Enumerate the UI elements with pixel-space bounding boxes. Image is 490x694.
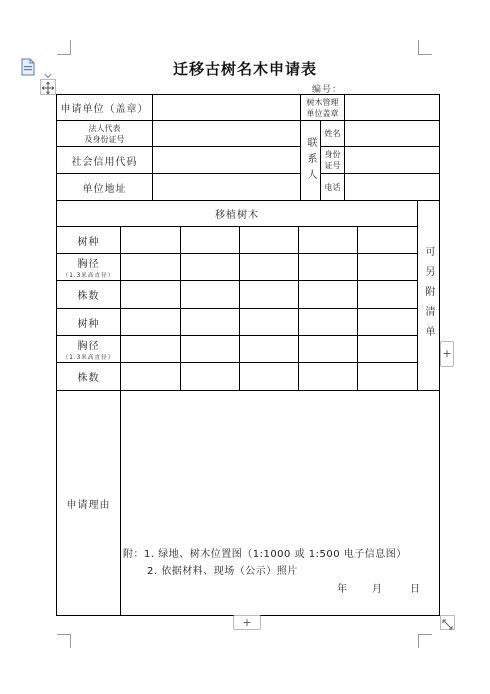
date-day: 日	[410, 584, 421, 595]
date-month: 月	[372, 584, 383, 595]
cell-diameter-9[interactable]	[299, 336, 358, 363]
unit-address-field[interactable]	[153, 174, 301, 201]
corner-mark-top-right	[418, 54, 432, 55]
contact-phone-field[interactable]	[345, 174, 440, 201]
contact-name-label: 姓名	[321, 121, 345, 147]
add-column-button[interactable]: +	[440, 341, 454, 367]
applicant-table	[56, 94, 440, 201]
manager-seal-label: 树木管理 单位盖章	[301, 95, 345, 121]
trunk-diameter-label: 胸径 （1.3米高直径）	[57, 254, 121, 281]
add-row-button[interactable]: +	[233, 615, 261, 630]
date-year: 年	[337, 584, 348, 595]
cell-count-2[interactable]	[181, 281, 240, 309]
tree-count-label: 株数	[57, 363, 121, 391]
separate-list-note: 可另附清单	[418, 201, 440, 391]
contact-phone-label: 电话	[321, 174, 345, 201]
cell-diameter-2[interactable]	[181, 254, 240, 281]
legal-rep-label: 法人代表 及身份证号	[57, 121, 153, 147]
move-handle-icon[interactable]	[40, 79, 56, 95]
cell-count-4[interactable]	[299, 281, 358, 309]
cell-count-9[interactable]	[299, 363, 358, 391]
cell-species-8[interactable]	[240, 309, 299, 336]
corner-mark-bottom-left	[57, 634, 71, 635]
cell-count-1[interactable]	[121, 281, 181, 309]
corner-mark-top-left	[57, 54, 71, 55]
contact-person-label: 联系人	[301, 121, 321, 201]
cell-diameter-6[interactable]	[121, 336, 181, 363]
cell-count-7[interactable]	[181, 363, 240, 391]
cell-count-6[interactable]	[121, 363, 181, 391]
application-reason-label: 申请理由	[57, 391, 121, 616]
cell-diameter-5[interactable]	[358, 254, 418, 281]
cell-species-5[interactable]	[358, 227, 418, 254]
credit-code-field[interactable]	[153, 147, 301, 174]
cell-species-7[interactable]	[181, 309, 240, 336]
corner-mark-top-right	[418, 40, 419, 54]
cell-species-6[interactable]	[121, 309, 181, 336]
legal-rep-field[interactable]	[153, 121, 301, 147]
cell-species-2[interactable]	[181, 227, 240, 254]
cell-count-8[interactable]	[240, 363, 299, 391]
application-reason-field[interactable]	[121, 391, 440, 616]
form-title: 迁移古树名木申请表	[172, 60, 317, 78]
attachment-note-1: 附：1. 绿地、树木位置图（1:1000 或 1:500 电子信息图）	[123, 549, 407, 560]
cell-species-10[interactable]	[358, 309, 418, 336]
transplant-header: 移植树木	[57, 201, 418, 227]
cell-species-4[interactable]	[299, 227, 358, 254]
cell-diameter-1[interactable]	[121, 254, 181, 281]
manager-seal-field[interactable]	[345, 95, 440, 121]
cell-diameter-7[interactable]	[181, 336, 240, 363]
trunk-diameter-label: 胸径 （1.3米高直径）	[57, 336, 121, 363]
cell-count-3[interactable]	[240, 281, 299, 309]
corner-mark-top-left	[70, 40, 71, 54]
cell-diameter-8[interactable]	[240, 336, 299, 363]
credit-code-label: 社会信用代码	[57, 147, 153, 174]
attachment-note-2: 2. 依据材料、现场（公示）照片	[147, 566, 298, 577]
resize-handle-icon[interactable]	[440, 615, 455, 630]
corner-mark-bottom-right	[418, 634, 419, 648]
corner-mark-bottom-left	[70, 634, 71, 648]
cell-species-1[interactable]	[121, 227, 181, 254]
serial-number-label: 编号：	[312, 85, 343, 95]
tree-species-label: 树种	[57, 227, 121, 254]
cell-species-3[interactable]	[240, 227, 299, 254]
tree-count-label: 株数	[57, 281, 121, 309]
tree-species-label: 树种	[57, 309, 121, 336]
corner-mark-bottom-right	[418, 634, 432, 635]
cell-species-9[interactable]	[299, 309, 358, 336]
unit-address-label: 单位地址	[57, 174, 153, 201]
cell-diameter-4[interactable]	[299, 254, 358, 281]
cell-diameter-10[interactable]	[358, 336, 418, 363]
cell-count-5[interactable]	[358, 281, 418, 309]
contact-name-field[interactable]	[345, 121, 440, 147]
cell-count-10[interactable]	[358, 363, 418, 391]
applicant-unit-field[interactable]	[153, 95, 301, 121]
applicant-unit-label: 申请单位（盖章）	[57, 95, 153, 121]
contact-id-label: 身份 证号	[321, 147, 345, 174]
cell-diameter-3[interactable]	[240, 254, 299, 281]
contact-id-field[interactable]	[345, 147, 440, 174]
